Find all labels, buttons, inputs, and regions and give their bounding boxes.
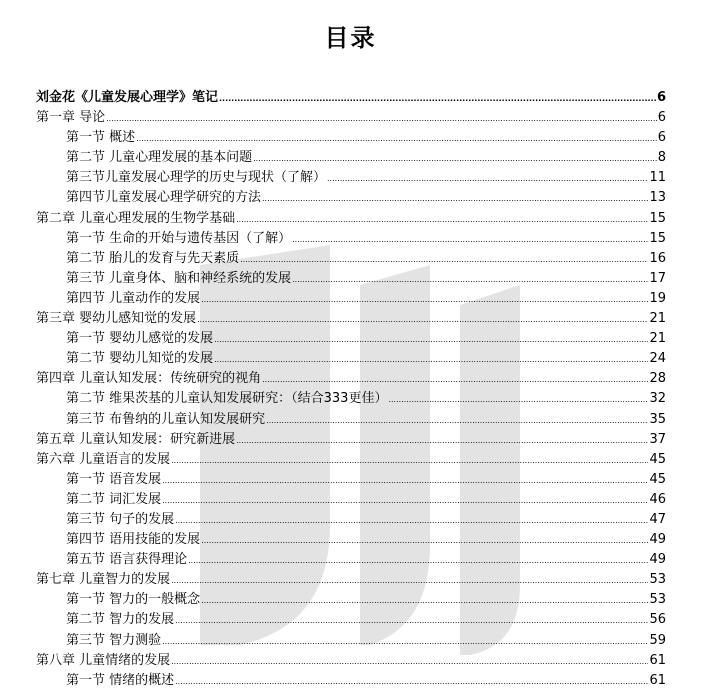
toc-section-entry[interactable] [36, 590, 666, 610]
toc-section-entry[interactable] [36, 289, 666, 309]
toc-entry-title: 第四节 儿童动作的发展 [66, 290, 201, 306]
toc-page-number: 6 [657, 130, 666, 146]
toc-section-entry[interactable] [36, 470, 666, 490]
toc-entry-title: 第二节 婴幼儿知觉的发展 [66, 351, 214, 367]
toc-leader-dots [175, 672, 648, 692]
toc-leader-dots [201, 591, 648, 611]
toc-leader-dots [253, 149, 657, 169]
toc-page-number: 15 [649, 230, 666, 246]
toc-leader-dots [292, 230, 648, 250]
toc-leader-dots [171, 652, 648, 672]
toc-leader-dots [327, 169, 648, 189]
toc-leader-dots [197, 310, 648, 330]
toc-entry-title: 第一节 生命的开始与遗传基因（了解） [66, 230, 292, 246]
toc-page-number: 49 [649, 552, 666, 568]
toc-entry-title: 第七章 儿童智力的发展 [36, 572, 171, 588]
toc-leader-dots [175, 611, 648, 631]
toc-entry-title: 第一节 婴幼儿感觉的发展 [66, 331, 214, 347]
toc-leader-dots [171, 571, 648, 591]
toc-leader-dots [292, 270, 648, 290]
toc-section-entry[interactable] [36, 410, 666, 430]
toc-page-number: 37 [649, 431, 666, 447]
toc-section-entry[interactable] [36, 349, 666, 369]
toc-page-number: 47 [649, 511, 666, 527]
toc-leader-dots [214, 330, 648, 350]
toc-chapter-entry[interactable] [36, 450, 666, 470]
toc-section-entry[interactable] [36, 188, 666, 208]
toc-entry-title: 第三节 智力测验 [66, 632, 162, 648]
toc-page-number: 56 [649, 612, 666, 628]
toc-section-entry[interactable] [36, 128, 666, 148]
toc-leader-dots [162, 471, 648, 491]
toc-page-number: 45 [649, 471, 666, 487]
toc-section-entry[interactable] [36, 148, 666, 168]
toc-section-entry[interactable] [36, 631, 666, 651]
toc-page-number: 16 [649, 250, 666, 266]
toc-section-entry[interactable] [36, 168, 666, 188]
toc-page-number: 6 [656, 90, 666, 105]
toc-chapter-entry[interactable] [36, 108, 666, 128]
toc-page-number: 46 [649, 491, 666, 507]
toc-section-entry[interactable] [36, 550, 666, 570]
toc-leader-dots [136, 129, 657, 149]
toc-entry-title: 第三节 儿童身体、脑和神经系统的发展 [66, 270, 292, 286]
toc-section-entry[interactable] [36, 610, 666, 630]
toc-entry-title: 第四节 语用技能的发展 [66, 532, 201, 548]
toc-entry-title: 第四节儿童发展心理学研究的方法 [66, 190, 262, 206]
toc-entry-title: 第一节 概述 [66, 130, 136, 146]
toc-leader-dots [175, 511, 648, 531]
toc-leader-dots [162, 491, 648, 511]
toc-chapter-entry[interactable] [36, 209, 666, 229]
toc-chapter-entry[interactable] [36, 309, 666, 329]
toc-chapter-entry[interactable] [36, 369, 666, 389]
toc-section-entry[interactable] [36, 389, 666, 409]
toc-entry-title: 第三章 婴幼儿感知觉的发展 [36, 311, 197, 327]
toc-entry-title: 第三节 句子的发展 [66, 511, 175, 527]
toc-section-entry[interactable] [36, 269, 666, 289]
toc-section-entry[interactable] [36, 510, 666, 530]
toc-leader-dots [214, 350, 648, 370]
toc-page-number: 45 [649, 451, 666, 467]
toc-leader-dots [388, 390, 648, 410]
toc-page-number: 59 [649, 632, 666, 648]
toc-entry-title: 第一章 导论 [36, 110, 106, 126]
toc-entry-title: 第一节 智力的一般概念 [66, 592, 201, 608]
toc-section-entry[interactable] [36, 229, 666, 249]
toc-page-number: 49 [649, 532, 666, 548]
toc-page-number: 13 [649, 190, 666, 206]
toc-page-number: 24 [649, 351, 666, 367]
toc-page-number: 61 [649, 672, 666, 688]
toc-leader-dots [240, 250, 648, 270]
toc-entry-title: 第六章 儿童语言的发展 [36, 451, 171, 467]
toc-entry-title: 第八章 儿童情绪的发展 [36, 652, 171, 668]
toc-page-number: 53 [649, 572, 666, 588]
toc-leader-dots [262, 189, 648, 209]
toc-section-entry[interactable] [36, 530, 666, 550]
toc-section-entry[interactable] [36, 249, 666, 269]
toc-page-number: 8 [657, 150, 666, 166]
toc-leader-dots [266, 411, 648, 431]
toc-page-number: 21 [649, 311, 666, 327]
toc-leader-dots [262, 370, 648, 390]
toc-page-number: 32 [649, 391, 666, 407]
toc-entry-title: 第二章 儿童心理发展的生物学基础 [36, 210, 236, 226]
toc-page-number: 53 [649, 592, 666, 608]
toc-page-number: 17 [649, 270, 666, 286]
toc-entry-title: 第三节儿童发展心理学的历史与现状（了解） [66, 170, 327, 186]
toc-leader-dots [162, 632, 648, 652]
toc-entry-title: 第二节 智力的发展 [66, 612, 175, 628]
toc-page-number: 15 [649, 210, 666, 226]
toc-leader-dots [171, 451, 648, 471]
toc-page-number: 19 [649, 290, 666, 306]
toc-page-number: 61 [649, 652, 666, 668]
toc-page-number: 11 [649, 170, 666, 186]
toc-entry-title: 第四章 儿童认知发展：传统研究的视角 [36, 371, 262, 387]
toc-entry-title: 第二节 维果茨基的儿童认知发展研究：（结合333更佳） [66, 391, 388, 407]
toc-page-number: 6 [657, 110, 666, 126]
toc-entry-title: 第五节 语言获得理论 [66, 552, 188, 568]
toc-chapter-entry[interactable] [36, 570, 666, 590]
toc-entry-title: 刘金花《儿童发展心理学》笔记 [36, 90, 219, 105]
toc-entry-title: 第一节 语音发展 [66, 471, 162, 487]
page-title: 目录 [324, 23, 377, 52]
toc-page-number: 28 [649, 371, 666, 387]
toc-chapter-entry[interactable] [36, 651, 666, 671]
toc-page-number: 35 [649, 411, 666, 427]
toc-leader-dots [106, 109, 657, 129]
toc-chapter-entry[interactable] [36, 88, 666, 108]
toc-section-entry[interactable] [36, 671, 666, 691]
toc-leader-dots [219, 89, 656, 109]
toc-entry-title: 第五章 儿童认知发展：研究新进展 [36, 431, 236, 447]
toc-entry-title: 第一节 情绪的概述 [66, 672, 175, 688]
toc-entry-title: 第二节 词汇发展 [66, 491, 162, 507]
table-of-contents [36, 88, 666, 691]
toc-section-entry[interactable] [36, 490, 666, 510]
toc-entry-title: 第二节 儿童心理发展的基本问题 [66, 150, 253, 166]
toc-leader-dots [188, 551, 648, 571]
toc-leader-dots [236, 431, 648, 451]
toc-leader-dots [201, 531, 648, 551]
toc-section-entry[interactable] [36, 329, 666, 349]
toc-chapter-entry[interactable] [36, 430, 666, 450]
toc-leader-dots [201, 290, 648, 310]
toc-entry-title: 第二节 胎儿的发育与先天素质 [66, 250, 240, 266]
toc-leader-dots [236, 210, 648, 230]
toc-page-number: 21 [649, 331, 666, 347]
toc-entry-title: 第三节 布鲁纳的儿童认知发展研究 [66, 411, 266, 427]
